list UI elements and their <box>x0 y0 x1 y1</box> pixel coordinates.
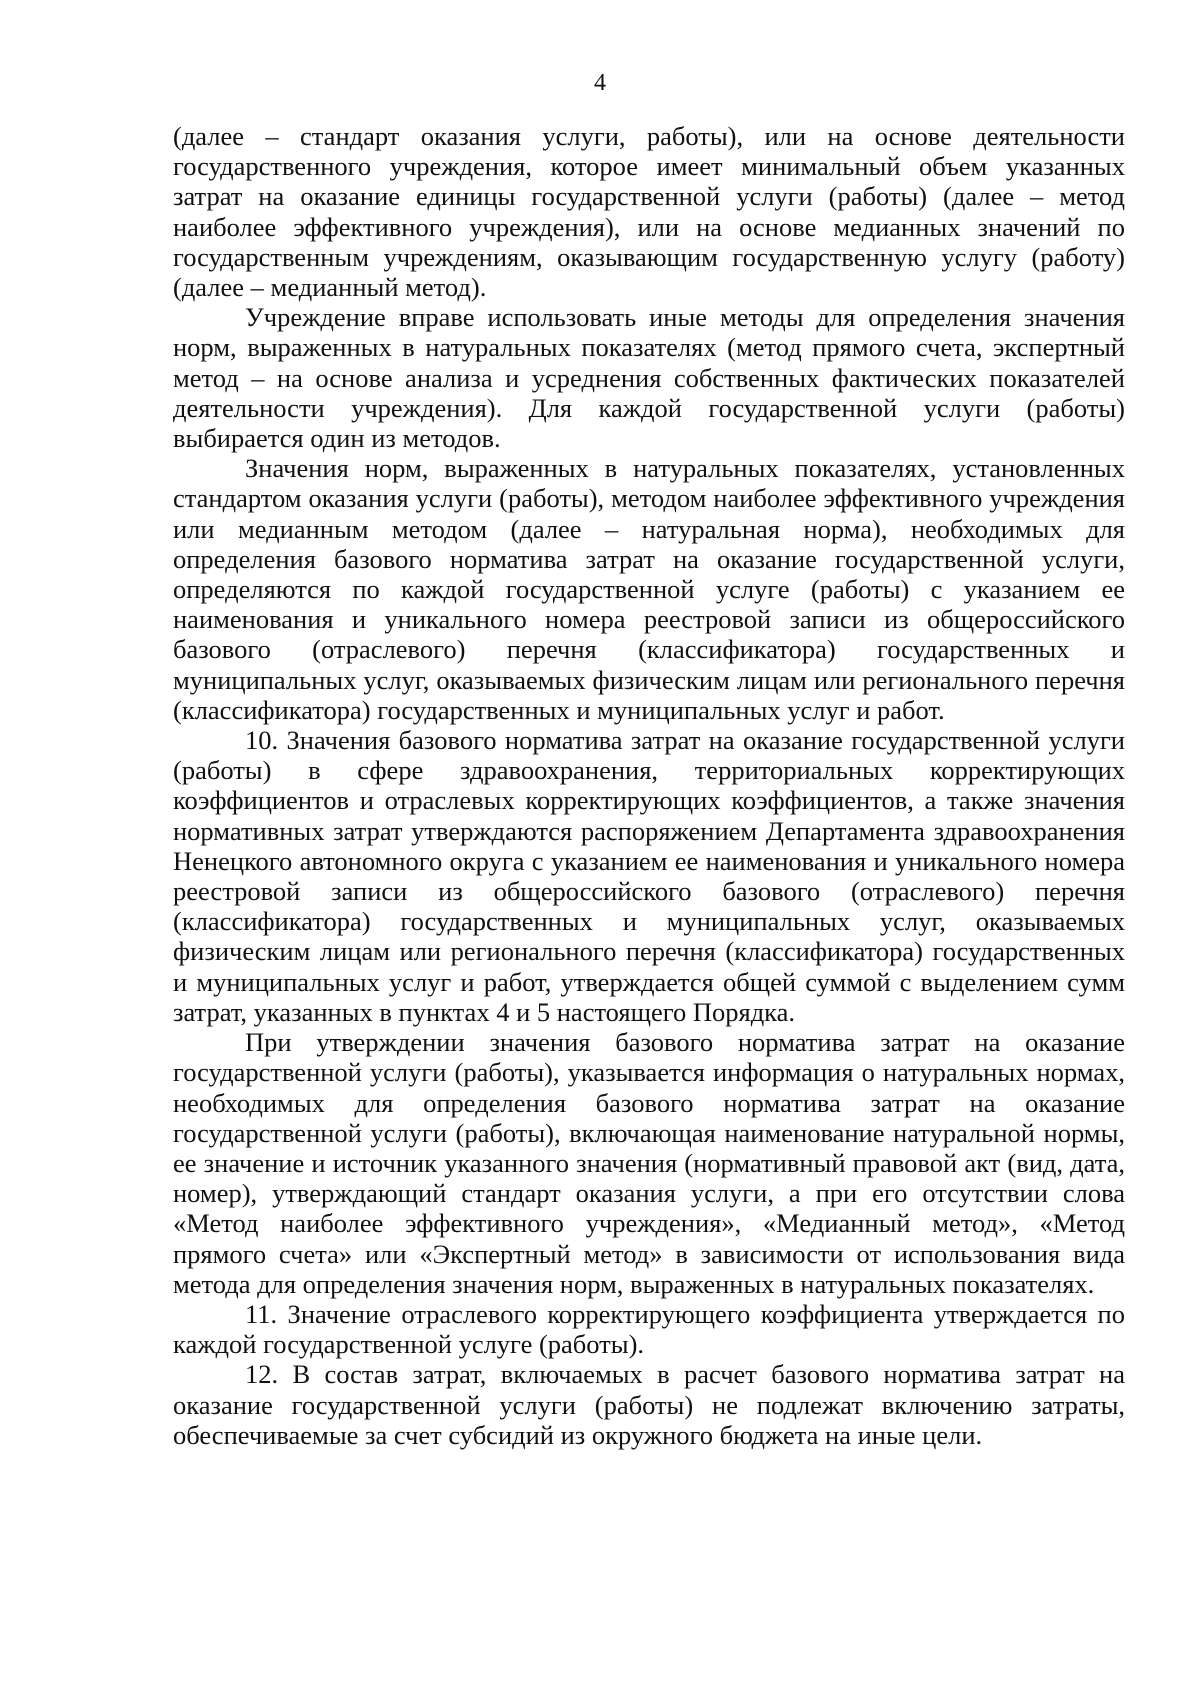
document-body <box>173 121 1125 1450</box>
paragraph-item-11: 11. Значение отраслевого корректирующего коэффициента утверждается по каждой государственной услуге (работы). <box>173 1298 1125 1360</box>
paragraph-approval-info: При утверждении значения базового норматива затрат на оказание государственной услуги (работы), указывается информация о натуральных нормах, необходимых для определения базового норматива затрат на оказание государственной услуги (работы), включающая наименование натуральной нормы, ее значение и источник указанного значения (нормативный правовой акт (вид, дата, номер), утверждающий стандарт оказания услуги, а при его отсутствии слова «Метод наиболее эффективного учреждения», «Медианный метод», «Метод прямого счета» или «Экспертный метод» в зависимости от использования вида метода для определения значения норм, выраженных в натуральных показателях. <box>173 1027 1125 1299</box>
page-number: 4 <box>594 70 606 96</box>
paragraph-continuation: (далее – стандарт оказания услуги, работы), или на основе деятельности государственного учреждения, которое имеет минимальный объем указанных затрат на оказание единицы государственной услуги (работы) (далее – метод наиболее эффективного учреждения), или на основе медианных значений по государственным учреждениям, оказывающим государственную услугу (работу) (далее – медианный метод). <box>173 121 1125 303</box>
paragraph-item-10: 10. Значения базового норматива затрат на оказание государственной услуги (работы) в сфере здравоохранения, территориальных корректирующих коэффициентов и отраслевых корректирующих коэффициентов, а также значения нормативных затрат утверждаются распоряжением Департамента здравоохранения Ненецкого автономного округа с указанием ее наименования и уникального номера реестровой записи из общероссийского базового (отраслевого) перечня (классификатора) государственных и муниципальных услуг, оказываемых физическим лицам или регионального перечня (классификатора) государственных и муниципальных услуг и работ, утверждается общей суммой с выделением сумм затрат, указанных в пунктах 4 и 5 настоящего Порядка. <box>173 725 1125 1027</box>
paragraph-methods: Учреждение вправе использовать иные методы для определения значения норм, выраженных в натуральных показателях (метод прямого счета, экспертный метод – на основе анализа и усреднения собственных фактических показателей деятельности учреждения). Для каждой государственной услуги (работы) выбирается один из методов. <box>173 302 1125 454</box>
paragraph-item-12: 12. В состав затрат, включаемых в расчет базового норматива затрат на оказание государственной услуги (работы) не подлежат включению затраты, обеспечиваемые за счет субсидий из окружного бюджета на иные цели. <box>173 1359 1125 1450</box>
paragraph-norm-values: Значения норм, выраженных в натуральных показателях, установленных стандартом оказания услуги (работы), методом наиболее эффективного учреждения или медианным методом (далее – натуральная норма), необходимых для определения базового норматива затрат на оказание государственной услуги, определяются по каждой государственной услуге (работы) с указанием ее наименования и уникального номера реестровой записи из общероссийского базового (отраслевого) перечня (классификатора) государственных и муниципальных услуг, оказываемых физическим лицам или регионального перечня (классификатора) государственных и муниципальных услуг и работ. <box>173 453 1125 725</box>
